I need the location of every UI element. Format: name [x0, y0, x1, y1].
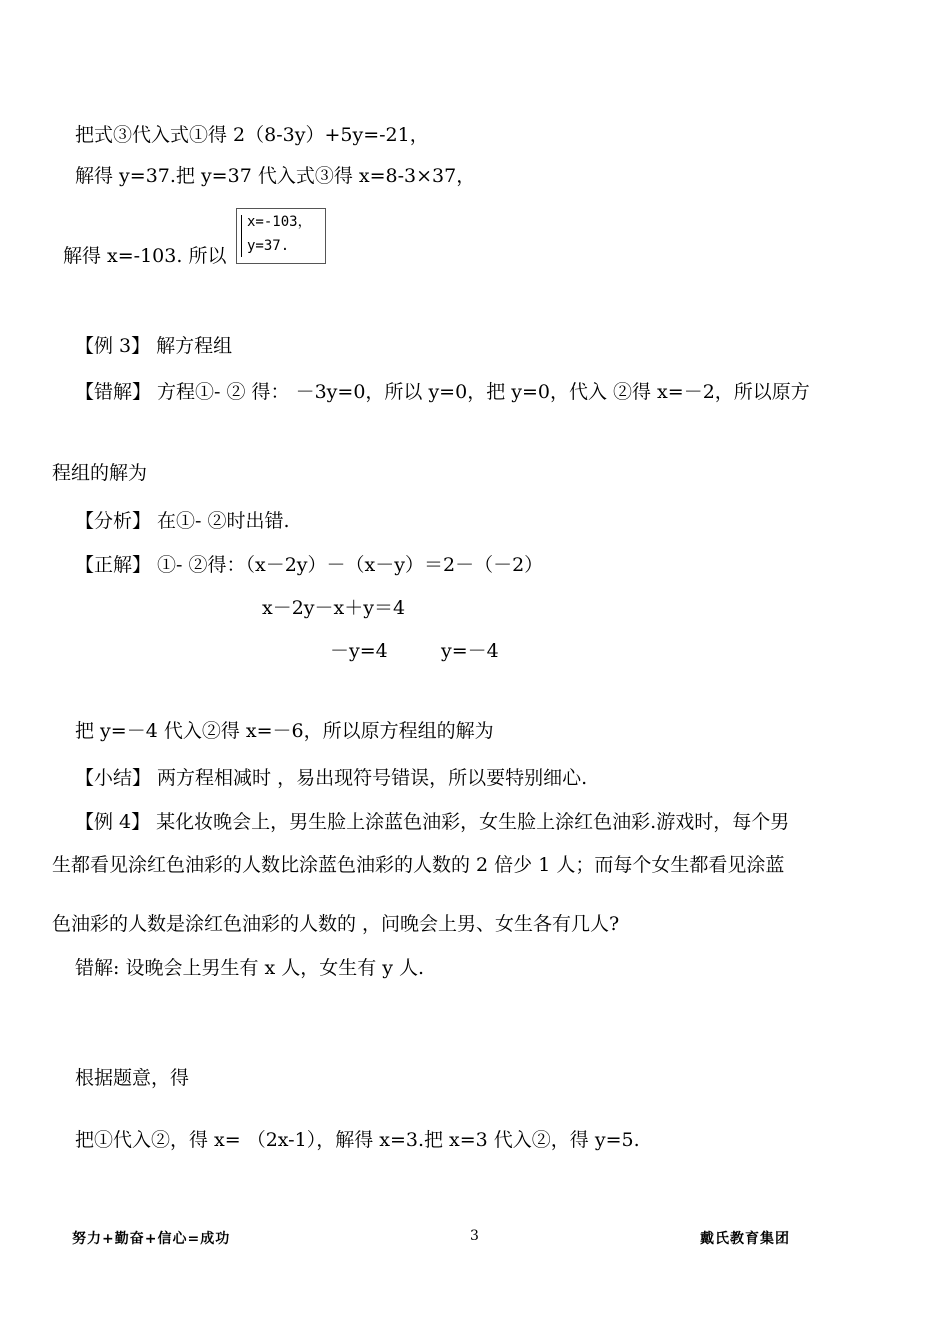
footer-right: 戴氏教育集团 — [700, 1231, 790, 1247]
basis-line: 根据题意，得 — [75, 1067, 190, 1089]
footer-left: 努力+勤奋+信心=成功 — [72, 1231, 231, 1247]
footer-page-number: 3 — [470, 1228, 480, 1244]
text-line-3: 解得 x=-103. 所以 — [63, 245, 227, 267]
correct-solution-line-3a: －y=4 — [330, 640, 388, 662]
example-4-wrong-line: 错解: 设晚会上男生有 x 人，女生有 y 人. — [75, 957, 425, 979]
summary-line: 【小结】 两方程相减时 ，易出现符号错误，所以要特别细心. — [75, 767, 588, 789]
text-line-1: 把式③代入式①得 2（8-3y）+5y=-21， — [75, 124, 429, 146]
analysis-line: 【分析】 在①- ②时出错. — [75, 510, 290, 532]
example-4-line-2: 生都看见涂红色油彩的人数比涂蓝色油彩的人数的 2 倍少 1 人；而每个女生都看见涂蓝 — [52, 854, 785, 876]
solution-x: x=-103， — [247, 214, 312, 230]
solution-y: y=37. — [247, 238, 290, 254]
wrong-solution-line-1: 【错解】 方程①- ② 得： －3y=0，所以 y=0，把 y=0，代入 ②得 x=－2，所以原方 — [75, 381, 810, 403]
wrong-solution-line-2: 程组的解为 — [52, 462, 148, 484]
correct-solution-line-1: 【正解】 ①- ②得：（x－2y）－（x－y）＝2－（－2） — [75, 554, 544, 576]
example-4-line-1: 【例 4】 某化妆晚会上，男生脸上涂蓝色油彩，女生脸上涂红色油彩.游戏时，每个男 — [75, 811, 790, 833]
text-line-2: 解得 y=37.把 y=37 代入式③得 x=8-3×37， — [75, 165, 476, 187]
correct-solution-line-3b: y=－4 — [441, 640, 499, 662]
substitution-line: 把 y=－4 代入②得 x=－6，所以原方程组的解为 — [75, 720, 494, 742]
solution-box — [236, 208, 326, 264]
correct-solution-line-2: x－2y－x＋y＝4 — [262, 597, 406, 619]
example-3-title: 【例 3】 解方程组 — [75, 335, 233, 357]
substitution-line-2: 把①代入②，得 x= （2x-1），解得 x=3.把 x=3 代入②，得 y=5. — [75, 1129, 640, 1151]
example-4-line-3: 色油彩的人数是涂红色油彩的人数的 ，问晚会上男、女生各有几人? — [52, 913, 620, 935]
